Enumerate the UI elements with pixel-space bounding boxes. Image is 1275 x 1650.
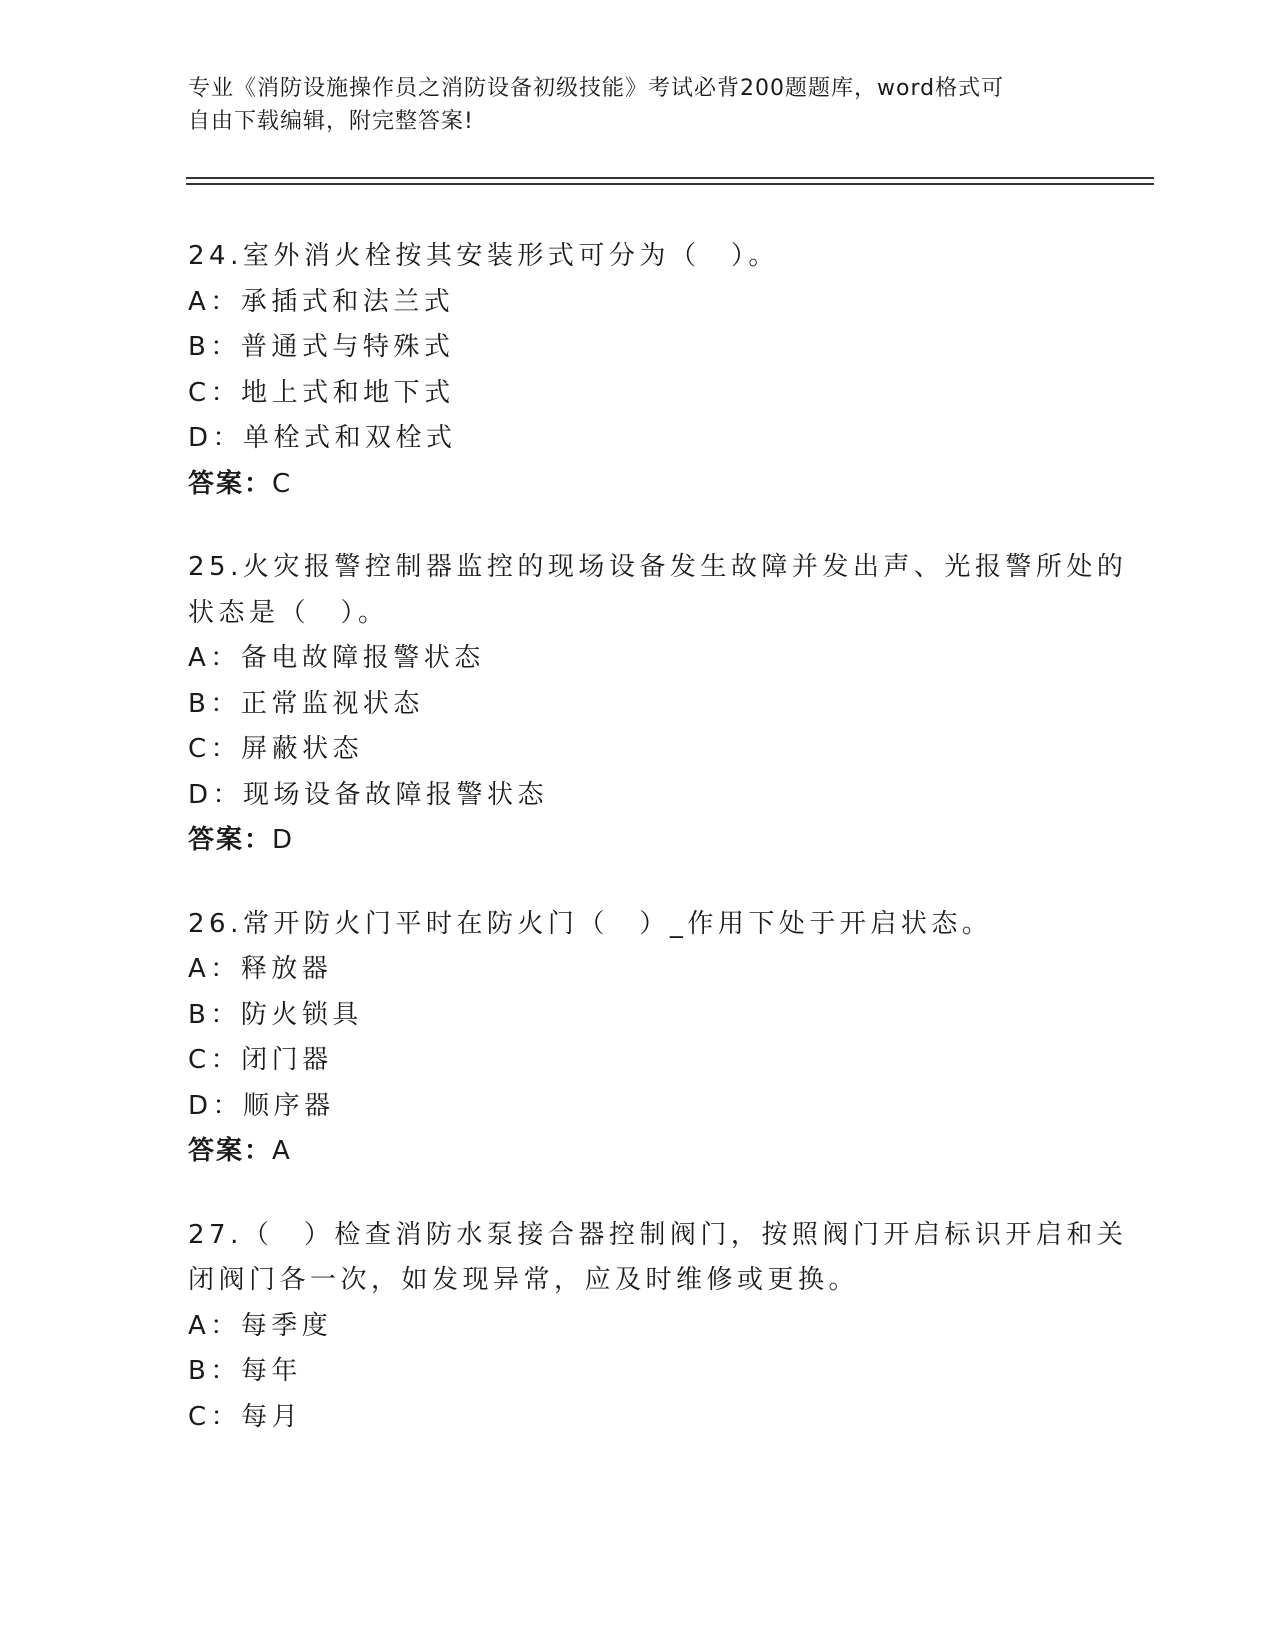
question-list <box>188 234 1128 1478</box>
option-c: C：地上式和地下式 <box>188 377 455 408</box>
answer-label: 答案： <box>188 1136 273 1166</box>
question-24 <box>188 234 1088 507</box>
option-a: A：备电故障报警状态 <box>188 643 485 673</box>
question-stem: 25.火灾报警控制器监控的现场设备发生故障并发出声、光报警所处的 <box>188 552 1128 582</box>
document-header <box>188 72 1088 138</box>
answer-line <box>188 818 1088 864</box>
answer-line <box>188 1129 1088 1175</box>
header-divider-top <box>186 177 1154 179</box>
option-c: C：屏蔽状态 <box>188 734 364 764</box>
answer-label: 答案： <box>188 468 273 499</box>
answer-value: D <box>272 825 294 855</box>
answer-value: C <box>272 468 292 499</box>
answer-label: 答案： <box>188 825 273 855</box>
question-stem: 27.（ ）检查消防水泵接合器控制阀门，按照阀门开启标识开启和关 <box>188 1219 1128 1250</box>
option-a: A：承插式和法兰式 <box>188 286 455 317</box>
question-stem: 24.室外消火栓按其安装形式可分为（ ）。 <box>188 241 779 271</box>
option-b: B：防火锁具 <box>188 999 363 1030</box>
option-a: A：每季度 <box>188 1310 333 1341</box>
header-line-1: 专业《消防设施操作员之消防设备初级技能》考试必背200题题库，word格式可 <box>188 76 1005 101</box>
option-b: B：普通式与特殊式 <box>188 332 455 362</box>
question-stem-continued: 闭阀门各一次，如发现异常，应及时维修或更换。 <box>188 1265 860 1295</box>
question-27 <box>188 1213 1128 1441</box>
option-b: B：正常监视状态 <box>188 688 424 719</box>
question-26 <box>188 902 1088 1175</box>
option-d: D：顺序器 <box>188 1090 335 1121</box>
option-a: A：释放器 <box>188 954 333 984</box>
answer-value: A <box>272 1136 291 1166</box>
option-c: C：闭门器 <box>188 1045 333 1075</box>
answer-line <box>188 462 1088 508</box>
header-divider-bottom <box>186 183 1154 185</box>
question-stem-continued: 状态是（ ）。 <box>188 597 389 628</box>
option-d: D：现场设备故障报警状态 <box>188 779 549 810</box>
question-stem: 26.常开防火门平时在防火门（ ）_作用下处于开启状态。 <box>188 908 993 939</box>
option-c: C：每月 <box>188 1401 303 1432</box>
option-b: B：每年 <box>188 1356 302 1386</box>
header-line-2: 自由下载编辑，附完整答案! <box>188 109 474 134</box>
question-25 <box>188 545 1128 864</box>
option-d: D：单栓式和双栓式 <box>188 423 457 453</box>
